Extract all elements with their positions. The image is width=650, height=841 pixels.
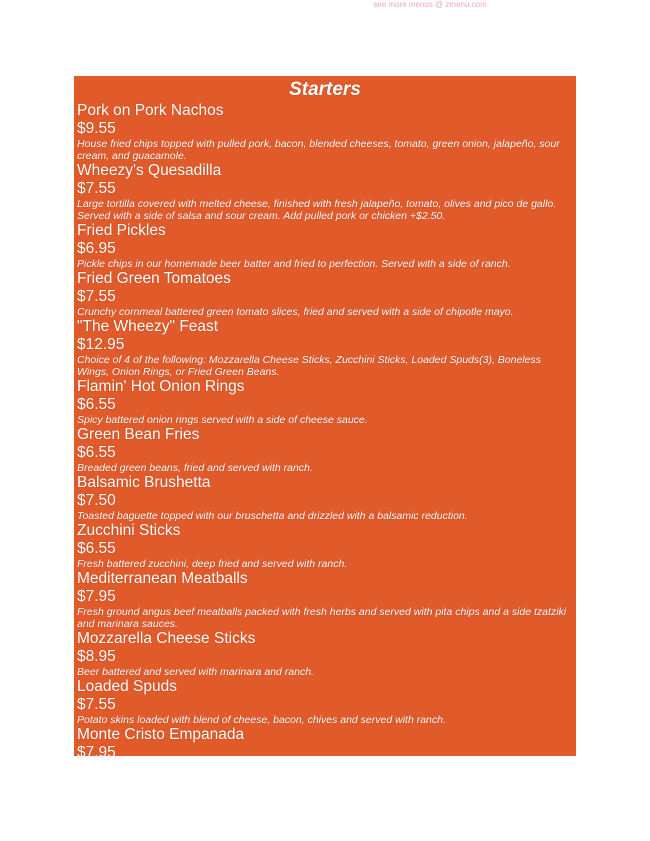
- menu-item-price: $7.55: [77, 696, 116, 713]
- menu-item-price: $6.55: [77, 396, 116, 413]
- menu-item-name: Zucchini Sticks: [77, 522, 181, 539]
- menu-item-name: Mediterranean Meatballs: [77, 570, 248, 587]
- menu-item-price: $7.95: [77, 588, 116, 605]
- menu-item: [77, 270, 573, 318]
- menu-item-price: $7.55: [77, 288, 116, 305]
- menu-item-description: Large tortilla covered with melted cheese, finished with fresh jalapeño, tomato, olives and pico de gallo. Served with a side of salsa and sour cream. Add pulled pork or chicken +$2.50.: [77, 198, 557, 222]
- menu-item: [77, 678, 573, 726]
- menu-item: [77, 318, 573, 378]
- menu-item-name: Monte Cristo Empanada: [77, 726, 245, 743]
- watermark-text: see more menus @ zmenu.com: [373, 0, 487, 9]
- menu-item-name: Flamin' Hot Onion Rings: [77, 378, 245, 395]
- menu-item-price: $6.95: [77, 240, 116, 257]
- menu-item-list: [77, 102, 573, 762]
- menu-item-name: Pork on Pork Nachos: [77, 102, 224, 119]
- starters-menu-section: [74, 76, 576, 761]
- menu-item-description: Beer battered and served with marinara and ranch.: [77, 666, 314, 678]
- menu-item-name: Balsamic Brushetta: [77, 474, 211, 491]
- menu-item-price: $6.55: [77, 540, 116, 557]
- menu-item: [77, 102, 573, 162]
- menu-item-description: Spicy battered onion rings served with a side of cheese sauce.: [77, 414, 368, 426]
- menu-item: [77, 162, 573, 222]
- menu-item-description: Breaded green beans, fried and served with ranch.: [77, 462, 313, 474]
- menu-item-name: Fried Green Tomatoes: [77, 270, 231, 287]
- menu-item-name: Fried Pickles: [77, 222, 166, 239]
- menu-item: [77, 378, 573, 426]
- menu-item: [77, 426, 573, 474]
- menu-item-description: Pickle chips in our homemade beer batter and fried to perfection. Served with a side of ranch.: [77, 258, 511, 270]
- menu-item-price: $8.95: [77, 648, 116, 665]
- menu-item: [77, 630, 573, 678]
- menu-item: [77, 222, 573, 270]
- menu-item-name: "The Wheezy" Feast: [77, 318, 219, 335]
- menu-item-name: Mozzarella Cheese Sticks: [77, 630, 256, 647]
- menu-item: [77, 522, 573, 570]
- menu-item-name: Loaded Spuds: [77, 678, 177, 695]
- section-title: Starters: [289, 79, 361, 100]
- menu-item-price: $9.55: [77, 120, 116, 137]
- menu-item-description: House fried chips topped with pulled pork, bacon, blended cheeses, tomato, green onion, jalapeño, sour cream, and guacamole.: [77, 138, 560, 162]
- menu-item-description: Crunchy cornmeal battered green tomato slices, fried and served with a side of chipotle mayo.: [77, 306, 514, 318]
- menu-item-name: Wheezy's Quesadilla: [77, 162, 222, 179]
- menu-item-description: Fresh battered zucchini, deep fried and served with ranch.: [77, 558, 348, 570]
- menu-item-price: $7.95: [77, 744, 116, 761]
- menu-item-price: $12.95: [77, 336, 125, 353]
- menu-item-description: Choice of 4 of the following: Mozzarella Cheese Sticks, Zucchini Sticks, Loaded Spuds(3), Boneless Wings, Onion Rings, or Fried Green Beans.: [77, 354, 541, 378]
- menu-item-description: Toasted baguette topped with our bruschetta and drizzled with a balsamic reduction.: [77, 510, 468, 522]
- menu-item-name: Green Bean Fries: [77, 426, 200, 443]
- menu-item-price: $7.55: [77, 180, 116, 197]
- menu-item: [77, 726, 573, 762]
- menu-item: [77, 570, 573, 630]
- menu-item-price: $7.50: [77, 492, 116, 509]
- menu-item-description: Potato skins loaded with blend of cheese, bacon, chives and served with ranch.: [77, 714, 446, 726]
- menu-item: [77, 474, 573, 522]
- menu-item-description: Fresh ground angus beef meatballs packed with fresh herbs and served with pita chips and a side tzatziki and marinara sauces.: [77, 606, 567, 630]
- menu-item-price: $6.55: [77, 444, 116, 461]
